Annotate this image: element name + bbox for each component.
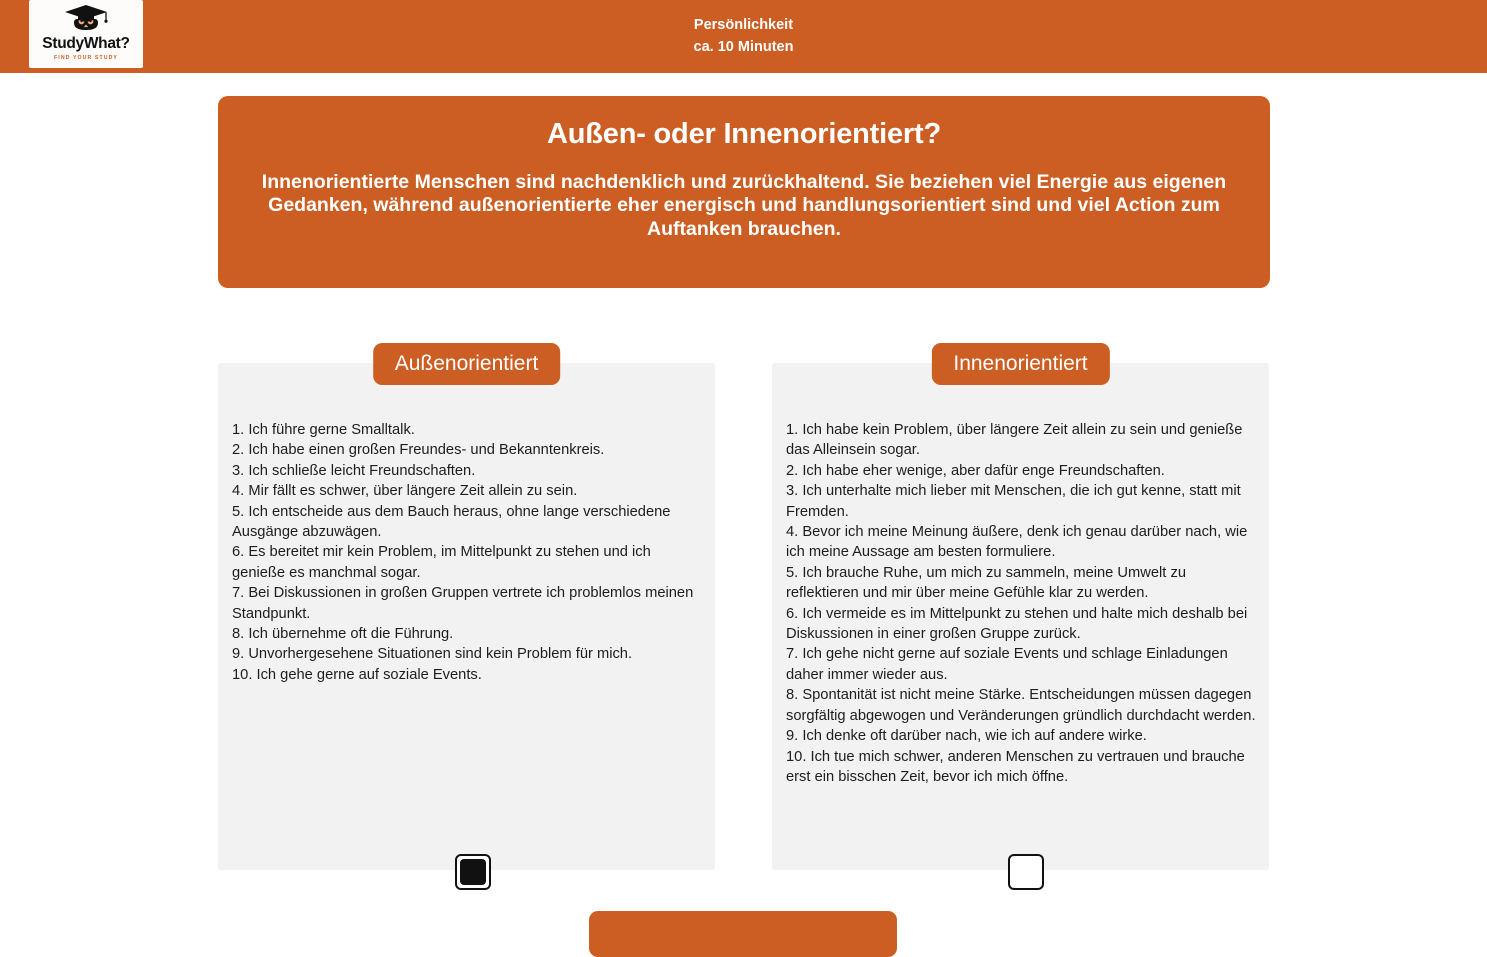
statement-item: 2. Ich habe einen großen Freundes- und Bekanntenkreis. [232, 442, 605, 459]
statement-item: 3. Ich schließe leicht Freundschaften. [232, 462, 476, 479]
statement-item: 4. Mir fällt es schwer, über längere Zeit allein zu sein. [232, 483, 578, 500]
statement-item: 1. Ich führe gerne Smalltalk. [232, 422, 415, 438]
statement-item: 9. Ich denke oft darüber nach, wie ich auf andere wirke. [786, 728, 1147, 745]
statement-item: 1. Ich habe kein Problem, über längere Zeit allein zu sein und genieße das Alleinsein sogar. [786, 422, 1243, 459]
hero-banner [218, 96, 1270, 288]
statement-list-innenorientiert [786, 420, 1257, 787]
statement-item: 4. Bevor ich meine Meinung äußere, denk ich genau darüber nach, wie ich meine Aussage am besten formuliere. [786, 524, 1248, 561]
statement-item: 5. Ich entscheide aus dem Bauch heraus, ohne lange verschiedene Ausgänge abzuwägen. [232, 503, 671, 541]
test-meta [694, 15, 794, 57]
test-category: Persönlichkeit [693, 17, 794, 34]
checkbox-aussenorientiert[interactable] [455, 854, 491, 890]
checkbox-check-mark [460, 859, 486, 885]
option-label-aussenorientiert: Außenorientiert [373, 343, 561, 385]
statement-item: 2. Ich habe eher wenige, aber dafür enge Freundschaften. [786, 462, 1165, 479]
option-card-aussenorientiert[interactable] [218, 352, 715, 870]
statement-item: 9. Unvorhergesehene Situationen sind kein Problem für mich. [232, 646, 633, 663]
top-bar [0, 0, 1487, 73]
hero-description: Innenorientierte Menschen sind nachdenklich und zurückhaltend. Sie beziehen viel Energie aus eigenen Gedanken, während außenorientierte eher energisch und handlungsorientiert sind und viel Action zum Auftanken brauchen. [261, 171, 1227, 240]
statement-item: 10. Ich gehe gerne auf soziale Events. [232, 666, 482, 683]
statement-item: 8. Ich übernehme oft die Führung. [232, 626, 454, 643]
checkbox-innenorientiert[interactable] [1008, 854, 1044, 890]
statement-item: 6. Ich vermeide es im Mittelpunkt zu stehen und halte mich deshalb bei Diskussionen in einer großen Gruppe zurück. [786, 605, 1248, 643]
statement-item: 7. Ich gehe nicht gerne auf soziale Events und schlage Einladungen daher immer wieder aus. [786, 646, 1228, 683]
option-card-innenorientiert[interactable] [772, 352, 1269, 870]
brand-wordmark: StudyWhat? [42, 35, 130, 52]
owl-graduation-cap-icon [63, 3, 109, 35]
brand-tagline: FIND YOUR STUDY [54, 54, 118, 61]
statement-item: 7. Bei Diskussionen in großen Gruppen vertrete ich problemlos meinen Standpunkt. [232, 585, 694, 622]
statement-item: 8. Spontanität ist nicht meine Stärke. Entscheidungen müssen dagegen sorgfältig abgewogen und Veränderungen gründlich durchdacht werden. [786, 687, 1256, 724]
statement-item: 5. Ich brauche Ruhe, um mich zu sammeln, meine Umwelt zu reflektieren und mir über meine Gefühle klar zu werden. [786, 564, 1186, 602]
brand-logo[interactable] [29, 0, 143, 68]
test-duration: ca. 10 Minuten [693, 38, 794, 55]
statement-item: 6. Es bereitet mir kein Problem, im Mittelpunkt zu stehen und ich genieße es manchmal sogar. [232, 544, 651, 581]
option-columns [0, 352, 1487, 870]
statement-item: 10. Ich tue mich schwer, anderen Menschen zu vertrauen und brauche erst ein bisschen Zeit, bevor ich mich öffne. [786, 748, 1245, 785]
continue-button[interactable] [589, 911, 897, 957]
statement-item: 3. Ich unterhalte mich lieber mit Menschen, die ich gut kenne, statt mit Fremden. [786, 483, 1241, 520]
statement-list-aussenorientiert [232, 420, 703, 685]
page-title: Außen- oder Innenorientiert? [547, 118, 941, 150]
option-label-innenorientiert: Innenorientiert [931, 343, 1109, 385]
